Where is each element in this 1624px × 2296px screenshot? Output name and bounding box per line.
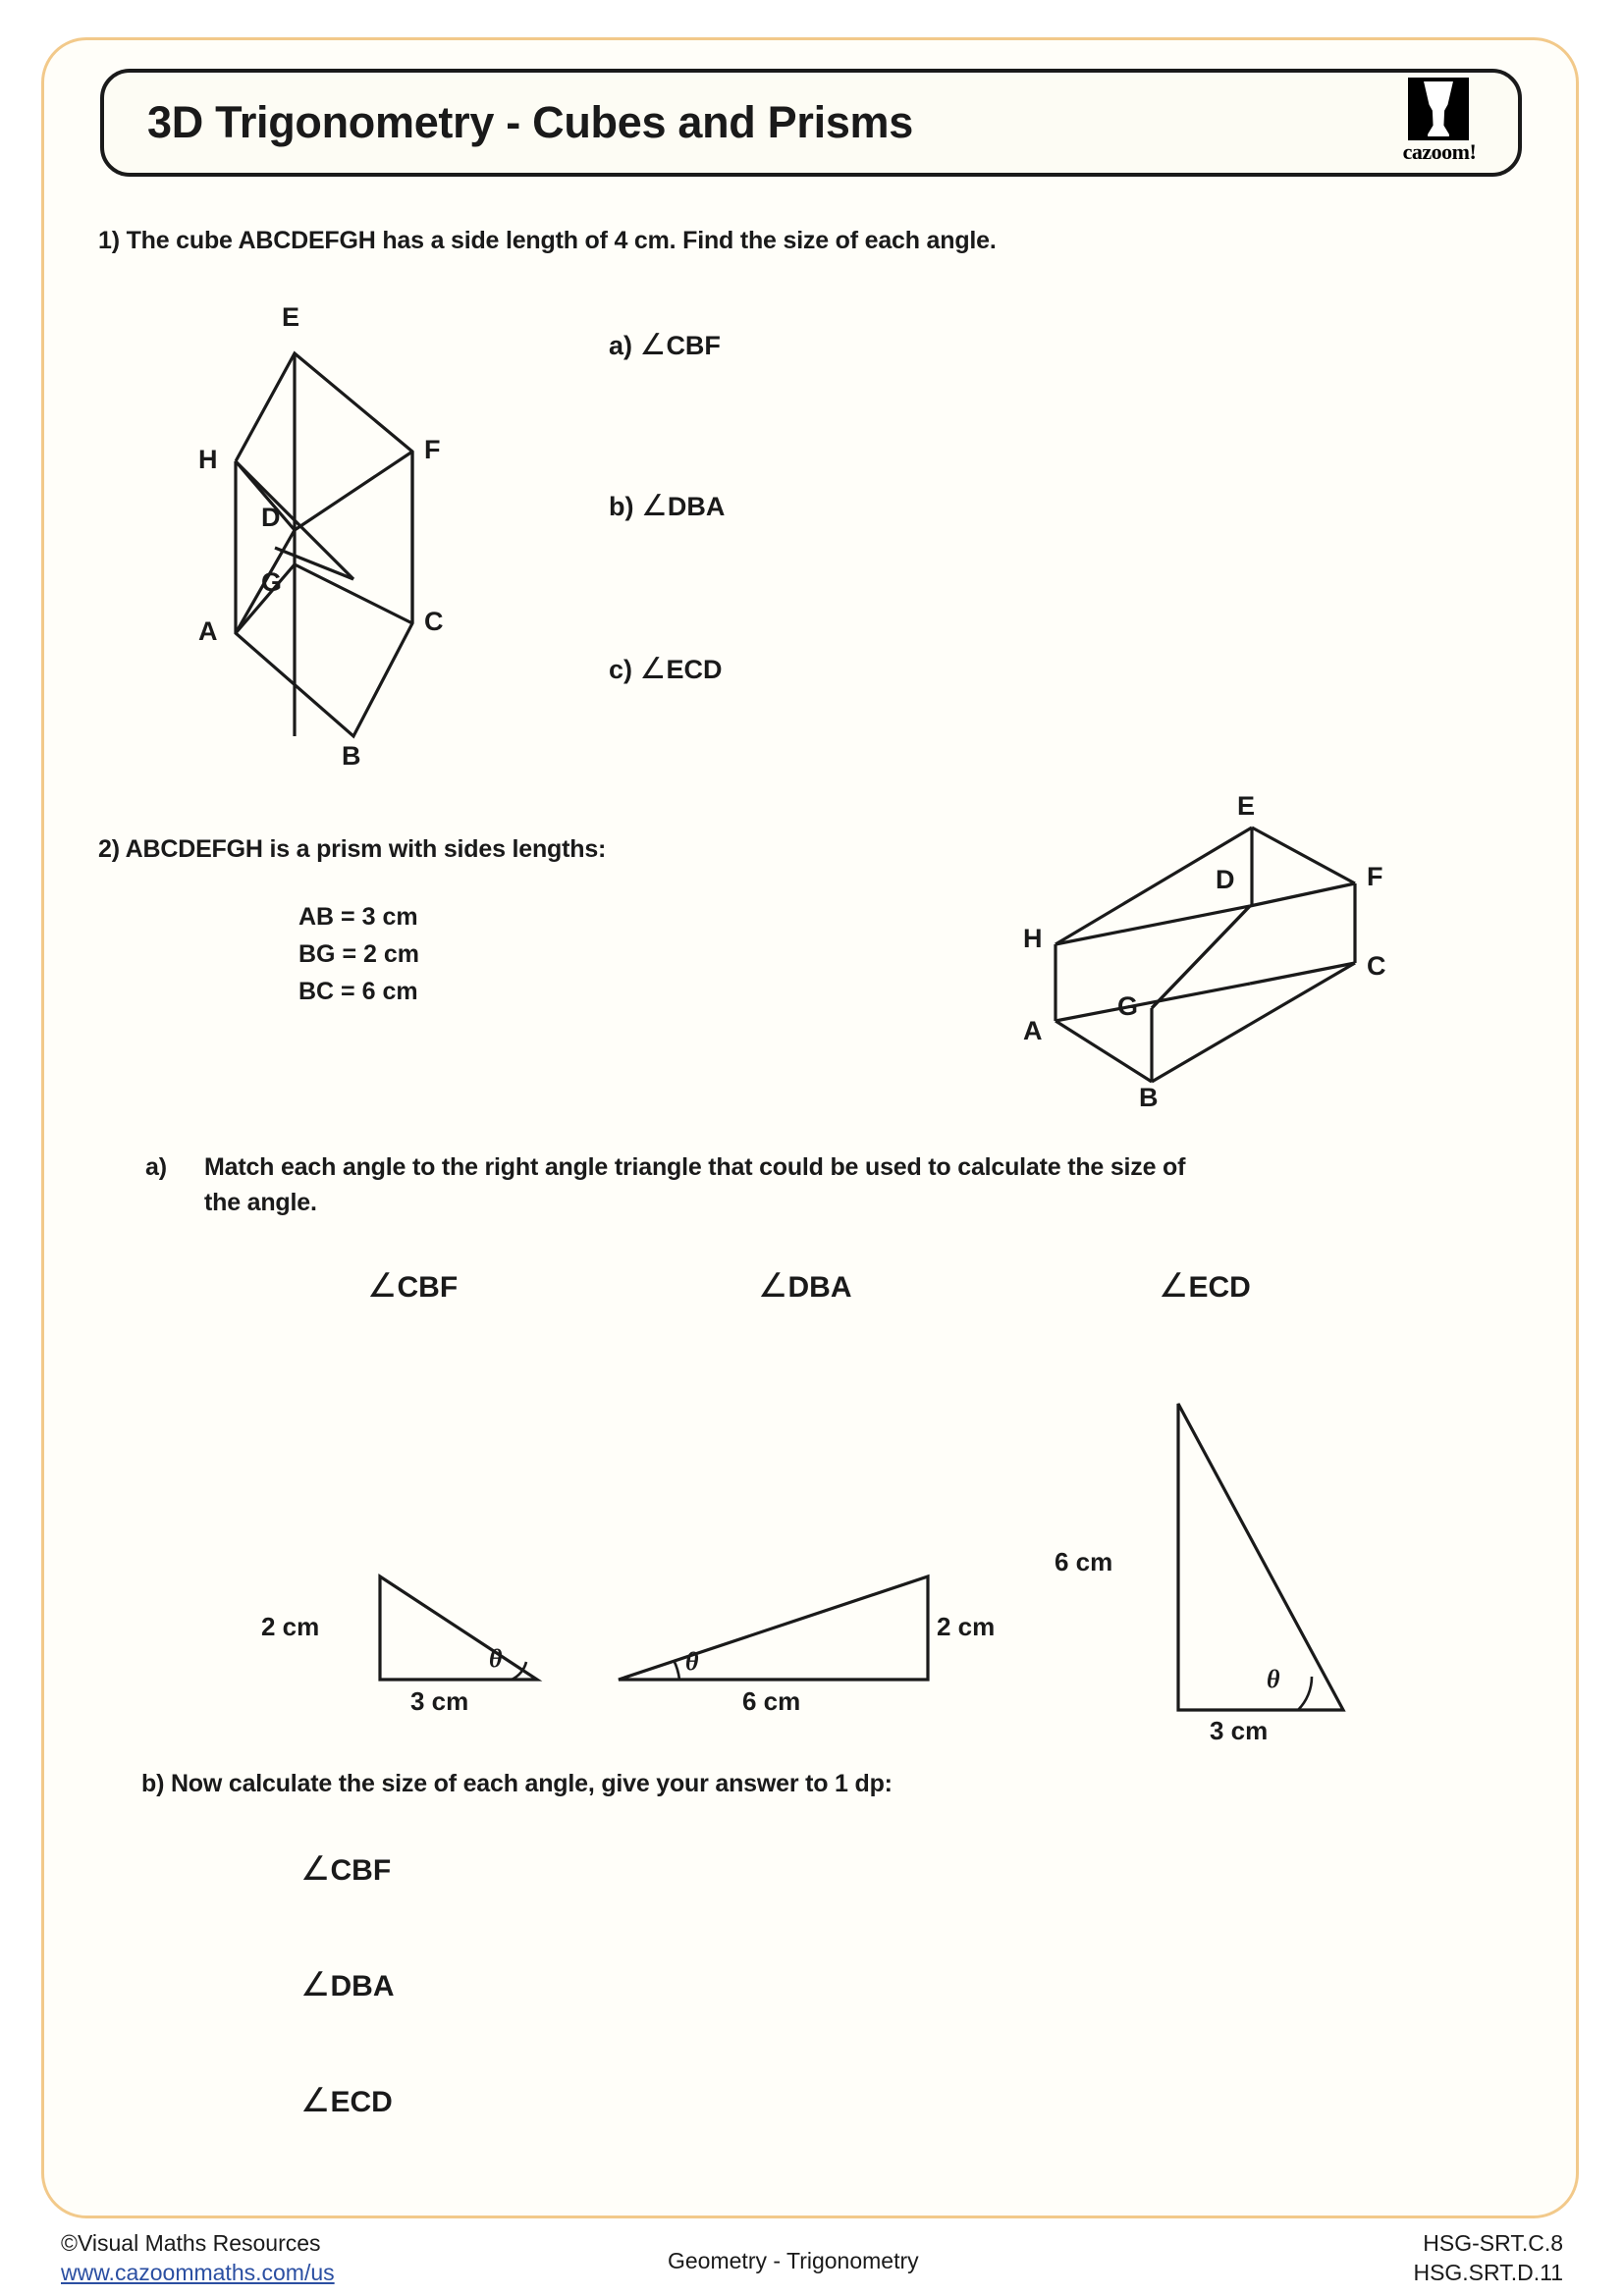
footer-standard-code-1: HSG-SRT.C.8	[1423, 2230, 1563, 2256]
prism-vertex-B: B	[1139, 1083, 1159, 1112]
prism-vertex-D: D	[1216, 865, 1235, 894]
match-angle-ecd	[1159, 1266, 1251, 1306]
q2-part-b-text: b) Now calculate the size of each angle, give your answer to 1 dp:	[141, 1770, 893, 1797]
footer-standard-code-2: HSG.SRT.D.11	[1413, 2260, 1563, 2285]
angle-symbol-icon: ∠	[641, 490, 668, 522]
q2-part-a-line2: the angle.	[204, 1189, 317, 1216]
triangle-3	[1055, 1374, 1404, 1767]
match-angle-dba	[758, 1266, 851, 1306]
answer-angle-ecd	[300, 2081, 393, 2120]
answer-angle-dba-label: DBA	[330, 1970, 395, 2002]
triangle-1-horizontal-label: 3 cm	[410, 1686, 469, 1716]
cube-vertex-F: F	[424, 435, 441, 464]
cube-vertex-D: D	[261, 503, 281, 532]
triangle-3-theta-label: θ	[1267, 1665, 1280, 1693]
angle-symbol-icon: ∠	[300, 2082, 331, 2119]
footer-website-link[interactable]: www.cazoommaths.com/us	[61, 2260, 335, 2285]
triangle-3-horizontal-label: 3 cm	[1210, 1716, 1269, 1745]
prism-vertex-E: E	[1237, 791, 1256, 821]
logo-wordmark: cazoom!	[1402, 139, 1477, 164]
triangle-3-vertical-label: 6 cm	[1055, 1547, 1113, 1576]
cube-svg	[177, 294, 511, 766]
cube-vertex-G: G	[261, 567, 283, 597]
triangle-2-vertical-label: 2 cm	[937, 1612, 996, 1641]
q2-side-ab: AB = 3 cm	[298, 903, 418, 931]
page-title: 3D Trigonometry - Cubes and Prisms	[147, 97, 913, 147]
cube-vertex-E: E	[282, 302, 300, 332]
triangle-2-horizontal-label: 6 cm	[742, 1686, 801, 1716]
footer-topic: Geometry - Trigonometry	[668, 2248, 919, 2273]
answer-angle-dba	[300, 1965, 394, 2004]
q1-part-b-angle: DBA	[667, 492, 726, 521]
cazoom-logo	[1386, 78, 1492, 168]
match-angle-ecd-label: ECD	[1188, 1271, 1251, 1304]
q1-part-c	[609, 652, 722, 686]
triangle-1-theta-label: θ	[489, 1644, 503, 1673]
match-angle-cbf-label: CBF	[397, 1271, 459, 1304]
q2-part-a-line1: Match each angle to the right angle triangle that could be used to calculate the size of	[204, 1153, 1186, 1181]
footer-copyright: ©Visual Maths Resources	[61, 2230, 321, 2256]
q2-side-bg: BG = 2 cm	[298, 940, 419, 968]
prism-vertex-F: F	[1367, 862, 1383, 891]
cube-diagram	[177, 294, 511, 771]
triangle-2-svg	[609, 1569, 1021, 1765]
match-angle-cbf	[367, 1266, 458, 1306]
answer-angle-cbf-label: CBF	[330, 1854, 392, 1887]
question-1-text: 1) The cube ABCDEFGH has a side length of 4 cm. Find the size of each angle.	[98, 227, 997, 254]
angle-symbol-icon: ∠	[639, 653, 667, 685]
angle-symbol-icon: ∠	[758, 1267, 788, 1305]
answer-angle-ecd-label: ECD	[330, 2086, 393, 2118]
prism-vertex-C: C	[1367, 951, 1386, 981]
prism-vertex-G: G	[1117, 991, 1139, 1021]
angle-symbol-icon: ∠	[300, 1966, 331, 2003]
cube-vertex-B: B	[342, 741, 361, 771]
q2-side-bc: BC = 6 cm	[298, 978, 418, 1005]
title-bar	[100, 69, 1522, 177]
triangle-3-svg	[1070, 1374, 1404, 1767]
prism-svg	[1001, 780, 1414, 1114]
angle-symbol-icon: ∠	[300, 1850, 331, 1888]
prism-vertex-H: H	[1023, 924, 1043, 953]
q1-part-a	[609, 328, 721, 362]
match-angle-dba-label: DBA	[787, 1271, 852, 1304]
q1-part-b	[609, 489, 725, 523]
prism-vertex-A: A	[1023, 1016, 1043, 1045]
q1-part-c-marker: c)	[609, 655, 633, 684]
angle-symbol-icon: ∠	[1159, 1267, 1189, 1305]
triangle-1-svg	[277, 1569, 571, 1765]
footer	[0, 2230, 1624, 2291]
q2-part-a-marker: a)	[145, 1153, 167, 1181]
triangle-1-vertical-label: 2 cm	[261, 1612, 320, 1641]
cube-vertex-C: C	[424, 607, 444, 636]
cube-vertex-H: H	[198, 445, 218, 474]
question-2-text: 2) ABCDEFGH is a prism with sides lengths:	[98, 835, 607, 863]
q1-part-b-marker: b)	[609, 492, 634, 521]
cube-vertex-A: A	[198, 616, 218, 646]
triangle-1	[261, 1569, 571, 1765]
prism-diagram	[1001, 780, 1414, 1114]
angle-symbol-icon: ∠	[639, 329, 667, 361]
answer-angle-cbf	[300, 1849, 391, 1889]
angle-symbol-icon: ∠	[367, 1267, 398, 1305]
goblet-icon	[1422, 81, 1455, 136]
logo-mark-icon	[1408, 78, 1469, 140]
q1-part-c-angle: ECD	[666, 655, 723, 684]
triangle-2	[609, 1569, 1021, 1765]
triangle-2-theta-label: θ	[685, 1647, 699, 1676]
q1-part-a-angle: CBF	[666, 331, 721, 360]
q1-part-a-marker: a)	[609, 331, 633, 360]
